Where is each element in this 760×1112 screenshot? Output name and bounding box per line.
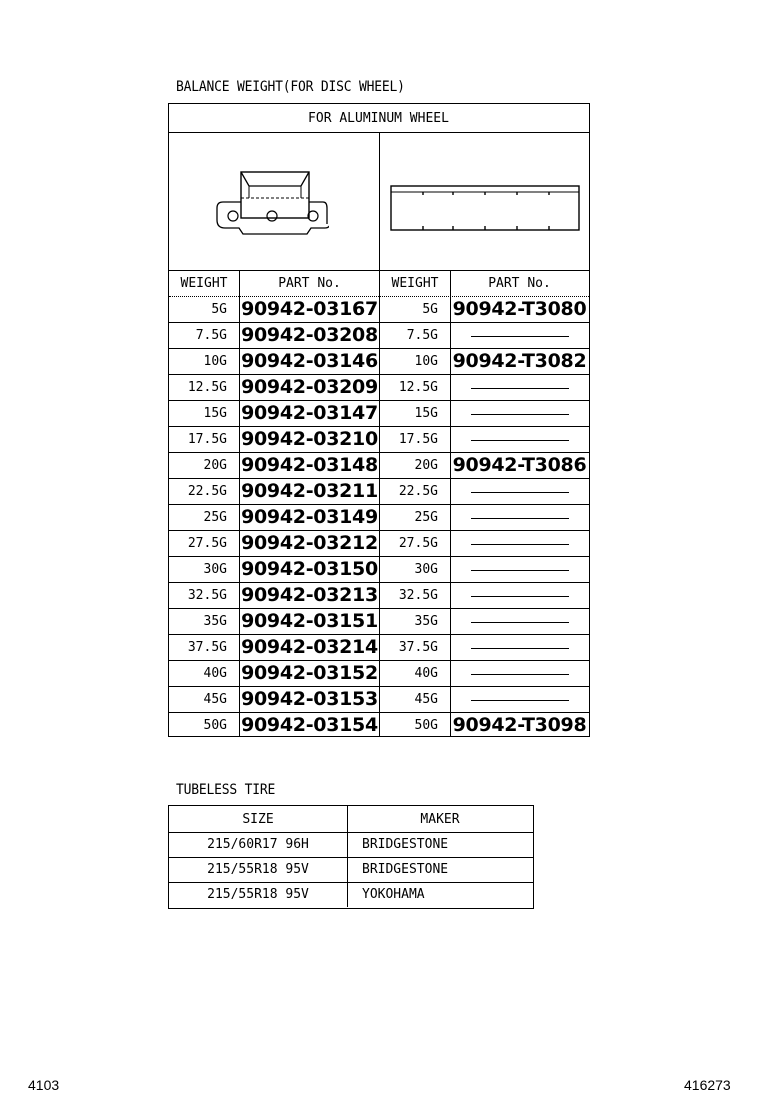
part-number-cell: 90942-03148 [241,454,378,476]
weight-cell: 25G [203,509,227,525]
part-number-cell: 90942-03147 [241,402,378,424]
weight-cell: 5G [211,301,227,317]
part-number-cell: 90942-03154 [241,714,378,736]
col-weight-right: WEIGHT [391,275,439,291]
weight-cell: 17.5G [398,431,438,447]
part-number-cell: 90942-03212 [241,532,378,554]
col-size: SIZE [242,811,274,827]
weight-cell: 30G [203,561,227,577]
balance-weight-table [168,103,590,737]
weight-cell: 15G [203,405,227,421]
not-available-dash [471,700,569,701]
not-available-dash [471,388,569,389]
weight-cell: 10G [203,353,227,369]
weight-cell: 40G [414,665,438,681]
not-available-dash [471,544,569,545]
weight-cell: 27.5G [187,535,227,551]
part-number-cell: 90942-03208 [241,324,378,346]
tire-maker-cell: BRIDGESTONE [362,862,449,877]
part-number-cell: 90942-03149 [241,506,378,528]
weight-cell: 20G [203,457,227,473]
weight-cell: 45G [203,691,227,707]
weight-cell: 32.5G [187,587,227,603]
part-number-cell: 90942-03146 [241,350,378,372]
weight-cell: 25G [414,509,438,525]
col-weight-left: WEIGHT [180,275,228,291]
weight-cell: 20G [414,457,438,473]
part-number-cell: 90942-03213 [241,584,378,606]
tire-size-cell: 215/55R18 95V [207,887,309,902]
footer-left-code: 4103 [28,1077,60,1093]
part-number-cell: 90942-03209 [241,376,378,398]
weight-cell: 17.5G [187,431,227,447]
adhesive-weight-illustration [389,182,583,234]
weight-cell: 32.5G [398,587,438,603]
not-available-dash [471,336,569,337]
weight-cell: 7.5G [195,327,227,343]
weight-cell: 7.5G [406,327,438,343]
weight-cell: 50G [203,717,227,733]
part-number-cell: 90942-03167 [241,298,378,320]
weight-cell: 30G [414,561,438,577]
part-number-cell: 90942-T3086 [452,454,587,476]
part-number-cell: 90942-T3080 [452,298,587,320]
part-number-cell: 90942-03214 [241,636,378,658]
not-available-dash [471,518,569,519]
part-number-cell: 90942-03150 [241,558,378,580]
tire-maker-cell: YOKOHAMA [362,887,425,902]
not-available-dash [471,492,569,493]
tire-size-cell: 215/55R18 95V [207,862,309,877]
weight-cell: 45G [414,691,438,707]
not-available-dash [471,622,569,623]
weight-cell: 27.5G [398,535,438,551]
tire-table [168,805,534,909]
weight-cell: 5G [422,301,438,317]
weight-cell: 35G [414,613,438,629]
balance-weight-title: BALANCE WEIGHT(FOR DISC WHEEL) [176,79,405,96]
col-part-left: PART No. [278,275,341,291]
not-available-dash [471,596,569,597]
part-number-cell: 90942-03210 [241,428,378,450]
weight-cell: 37.5G [398,639,438,655]
clip-on-weight-illustration [209,164,329,244]
footer-right-code: 416273 [684,1077,731,1093]
weight-cell: 35G [203,613,227,629]
not-available-dash [471,440,569,441]
weight-cell: 40G [203,665,227,681]
part-number-cell: 90942-03152 [241,662,378,684]
part-number-cell: 90942-03153 [241,688,378,710]
weight-cell: 15G [414,405,438,421]
group-header: FOR ALUMINUM WHEEL [308,110,449,126]
weight-cell: 22.5G [187,483,227,499]
not-available-dash [471,648,569,649]
weight-cell: 50G [414,717,438,733]
part-number-cell: 90942-03151 [241,610,378,632]
part-number-cell: 90942-T3098 [452,714,587,736]
col-maker: MAKER [420,811,460,827]
col-part-right: PART No. [488,275,551,291]
tire-size-cell: 215/60R17 96H [207,837,309,852]
weight-cell: 37.5G [187,639,227,655]
weight-cell: 22.5G [398,483,438,499]
tire-title: TUBELESS TIRE [176,782,276,799]
weight-cell: 12.5G [398,379,438,395]
weight-cell: 10G [414,353,438,369]
part-number-cell: 90942-03211 [241,480,378,502]
part-number-cell: 90942-T3082 [452,350,587,372]
tire-maker-cell: BRIDGESTONE [362,837,449,852]
weight-cell: 12.5G [187,379,227,395]
not-available-dash [471,414,569,415]
not-available-dash [471,570,569,571]
not-available-dash [471,674,569,675]
